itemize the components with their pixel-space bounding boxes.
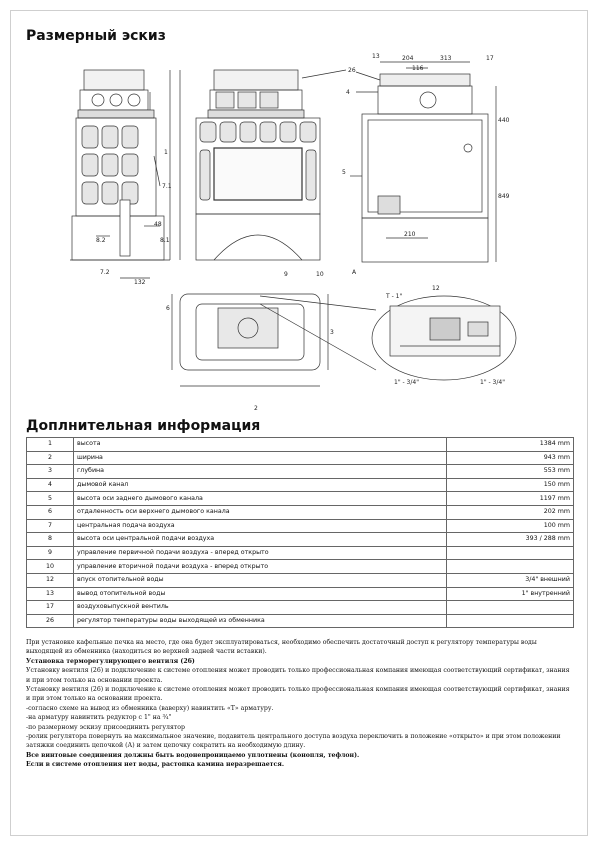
label-5: 5 — [342, 169, 346, 176]
note-warning: Если в системе отопления нет воды, растопка камина неразрешается. — [26, 761, 284, 769]
dim-116: 116 — [412, 65, 424, 72]
label-a: A — [352, 269, 357, 276]
label-8-1: 8.1 — [160, 237, 170, 244]
section-title: Доплнительная информация — [26, 418, 261, 434]
note-heading: Установка терморегулирующего вентиля (26) — [26, 657, 195, 665]
dim-440: 440 — [498, 117, 510, 124]
table-row: 4 дымовой канал 150 mm — [27, 478, 574, 492]
dim-132: 132 — [134, 279, 146, 286]
label-13: 13 — [372, 53, 380, 60]
table-row: 13 вывод отопительной воды 1" внутренний — [27, 587, 574, 601]
dim-313: 313 — [440, 55, 452, 62]
dim-210: 210 — [404, 231, 416, 238]
note-step: -согласно схеме на вывод из обменника (вaверху) навинтить «T» арматуру. — [26, 704, 274, 712]
note-paragraph: При установке кафельные печка на место, где она будет эксплуатироваться, необходимо обеспечить достаточный доступ к регулятору температуры воды выходящей из обменника (находиться во верхней задней части вставки). — [26, 639, 537, 656]
label-10: 10 — [316, 271, 324, 278]
table-row: 5 высота оси заднего дымового канала 1197 mm — [27, 492, 574, 506]
front-view — [180, 70, 320, 260]
label-7-2: 7.2 — [100, 269, 110, 276]
label-3: 3 — [330, 329, 334, 336]
label-17: 17 — [486, 55, 494, 62]
spec-table — [26, 437, 574, 628]
dim-849: 849 — [498, 193, 510, 200]
table-row: 6 отдаленность оси верхнего дымового канала 202 mm — [27, 505, 574, 519]
label-t: T - 1" — [386, 293, 403, 300]
rear-view — [362, 62, 496, 262]
table-row: 12 впуск отопительной воды 3/4" внешний — [27, 573, 574, 587]
table-row: 2 ширина 943 mm — [27, 451, 574, 465]
dimension-drawing — [0, 0, 600, 420]
note-paragraph: Установку вентиля (26) и подключение к системе отопления может проводить только профессиональная компания имеющая соответствующий сертификат, знания и при этом только на основании проекта. — [26, 667, 570, 684]
label-12: 12 — [432, 285, 440, 292]
installation-notes — [26, 638, 574, 770]
dim-48: 48 — [154, 221, 162, 228]
table-row: 17 воздуховыпускной вентиль — [27, 601, 574, 615]
table-row: 8 высота оси центральной подачи воздуха 393 / 288 mm — [27, 533, 574, 547]
label-7-1: 7.1 — [162, 183, 172, 190]
label-6: 6 — [166, 305, 170, 312]
top-view — [172, 294, 376, 386]
note-step: -на арматуру навинтить редуктор с 1" на ¾" — [26, 714, 172, 722]
label-8-2: 8.2 — [96, 237, 106, 244]
table-row: 26 регулятор температуры воды выходящей из обменника — [27, 614, 574, 628]
label-26: 26 — [348, 67, 356, 74]
note-step: -по размерному эскизу присоединить регулятор — [26, 723, 185, 731]
label-1: 1 — [164, 149, 168, 156]
detail-ellipse — [372, 296, 516, 380]
label-4: 4 — [346, 89, 350, 96]
table-row: 7 центральная подача воздуха 100 mm — [27, 519, 574, 533]
label-reducer-a: 1" - 3/4" — [394, 379, 419, 386]
label-2: 2 — [254, 405, 258, 412]
label-9: 9 — [284, 271, 288, 278]
side-view — [70, 70, 170, 278]
label-reducer-b: 1" - 3/4" — [480, 379, 505, 386]
note-warning: Все винтовые соединения должны быть водонепроницаемо уплотнены (конопля, тефлон). — [26, 751, 360, 759]
dim-204: 204 — [402, 55, 414, 62]
table-row: 9 управление первичной подачи воздуха - вперед открыто — [27, 546, 574, 560]
note-step: -ролик регулятора повернуть на максимальное значение, подавитель центрального доступа воздуха переключить в положение «открыто» и при этом положении затяжки соединить цепочкой (А) и затем цепочку сократить на необходимую длину. — [26, 733, 561, 750]
table-row: 10 управление вторичной подачи воздуха - вперед открыто — [27, 560, 574, 574]
page-title: Размерный эскиз — [26, 28, 166, 44]
note-paragraph: Установку вентиля (26) и подключение к системе отопления может проводить только профессиональная компания имеющая соответствующий сертификат, знания и при этом только на основании проекта. — [26, 686, 570, 703]
table-row: 1 высота 1384 mm — [27, 438, 574, 452]
table-row: 3 глубина 553 mm — [27, 465, 574, 479]
